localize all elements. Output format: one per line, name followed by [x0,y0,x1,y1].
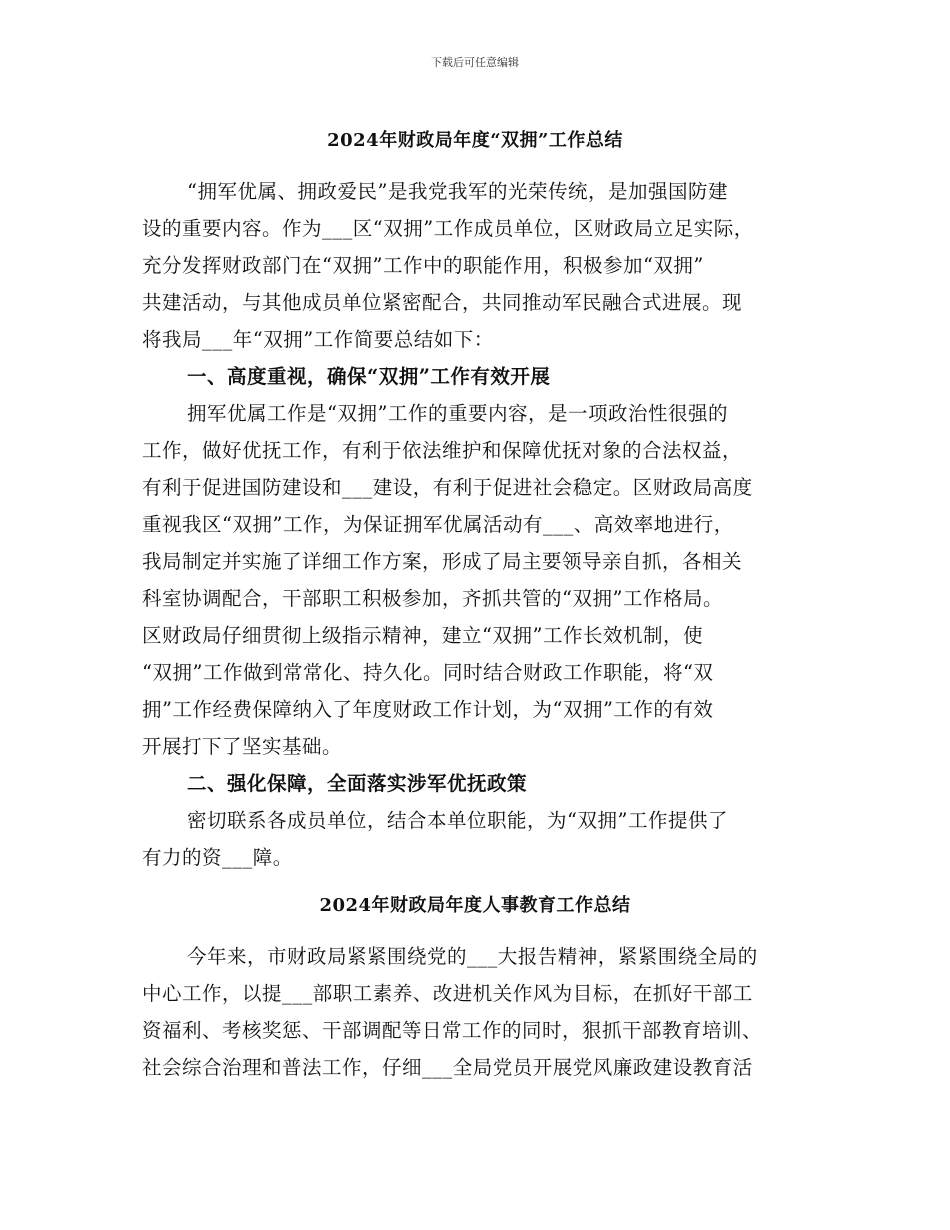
section1-line-18: 有力的资___障。 [142,846,293,869]
section1-line-9: 重视我区“双拥”工作，为保证拥军优属活动有___、高效率地进行， [142,513,734,536]
section1-heading-2: 二、强化保障，全面落实涉军优抚政策 [187,772,528,795]
section1-line-11: 科室协调配合，干部职工积极参加，齐抓共管的“双拥”工作格局。 [142,587,723,610]
section1-line-12: 区财政局仔细贯彻上级指示精神，建立“双拥”工作长效机制，使 [142,624,703,647]
section1-heading-1: 一、高度重视，确保“双拥”工作有效开展 [187,365,551,388]
section2-title: 2024年财政局年度人事教育工作总结 [319,895,631,916]
section2-line-3: 社会综合治理和普法工作，仔细___全局党员开展党风廉政建设教育活 [142,1056,753,1079]
section1-line-14: 拥”工作经费保障纳入了年度财政工作计划，为“双拥”工作的有效 [142,698,714,721]
section1-title: 2024年财政局年度“双拥”工作总结 [327,130,623,151]
section2-line-2: 资福利、考核奖惩、干部调配等日常工作的同时，狠抓干部教育培训、 [142,1019,763,1042]
section2-line-1: 中心工作，以提___部职工素养、改进机关作风为目标，在抓好干部工 [142,982,753,1005]
section1-line-10: 我局制定并实施了详细工作方案，形成了局主要领导亲自抓，各相关 [142,550,743,573]
header-note: 下载后可任意编辑 [431,56,519,69]
section1-line-17: 密切联系各成员单位，结合本单位职能，为“双拥”工作提供了 [187,809,728,832]
section1-line-6: 拥军优属工作是“双拥”工作的重要内容，是一项政治性很强的 [187,402,728,425]
section1-line-13: “双拥”工作做到常常化、持久化。同时结合财政工作职能，将“双 [142,661,714,684]
section1-line-7: 工作，做好优抚工作，有利于依法维护和保障优抚对象的合法权益， [142,439,743,462]
section1-line-4: 将我局___年“双拥”工作简要总结如下： [142,328,494,351]
section1-line-15: 开展打下了坚实基础。 [142,735,343,758]
section1-line-1: 设的重要内容。作为___区“双拥”工作成员单位，区财政局立足实际， [142,217,754,240]
section1-line-2: 充分发挥财政部门在“双拥”工作中的职能作用，积极参加“双拥” [142,254,704,277]
section1-line-3: 共建活动，与其他成员单位紧密配合，共同推动军民融合式进展。现 [142,291,743,314]
section1-line-8: 有利于促进国防建设和___建设，有利于促进社会稳定。区财政局高度 [142,476,753,499]
section2-line-0: 今年来，市财政局紧紧围绕党的___大报告精神，紧紧围绕全局的 [187,945,758,968]
section1-line-0: “拥军优属、拥政爱民”是我党我军的光荣传统，是加强国防建 [187,180,728,203]
